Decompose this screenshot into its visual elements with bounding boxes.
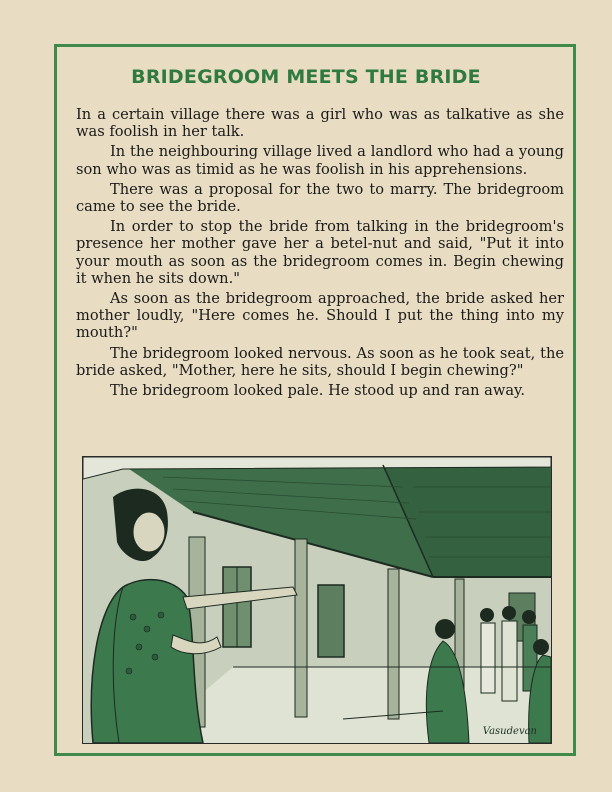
story-paragraph: The bridegroom looked pale. He stood up and ran away. [110,382,525,400]
pillar [388,569,399,719]
story-paragraph: In the neighbouring village lived a landlord who had a young son who was as timid as he was foolish in his apprehensions. [76,143,564,178]
story-paragraph: The bridegroom looked nervous. As soon as he took seat, the bride asked, "Mother, here he sits, should I begin chewing?" [76,344,564,379]
story-paragraph: In a certain village there was a girl who was as talkative as she was foolish in her talk. [76,106,564,141]
pillar [295,539,307,717]
story-paragraph: There was a proposal for the two to marry. The bridegroom came to see the bride. [76,180,564,216]
story-paragraph: As soon as the bridegroom approached, the bride asked her mother loudly, "Here comes he. Should I put the thing into my mouth?" [76,290,564,342]
story-illustration [82,456,552,744]
story-title: BRIDEGROOM MEETS THE BRIDE [131,66,481,88]
artist-signature: Vasudevan [482,726,537,737]
story-text [76,106,564,402]
story-paragraph: In order to stop the bride from talking in the bridegroom's presence her mother gave her a betel-nut and said, "Put it into your mouth as soon as the bridegroom comes in. Begin chewing it when he sits down." [76,218,564,287]
door [318,585,344,657]
illustration-drawing [83,457,551,743]
